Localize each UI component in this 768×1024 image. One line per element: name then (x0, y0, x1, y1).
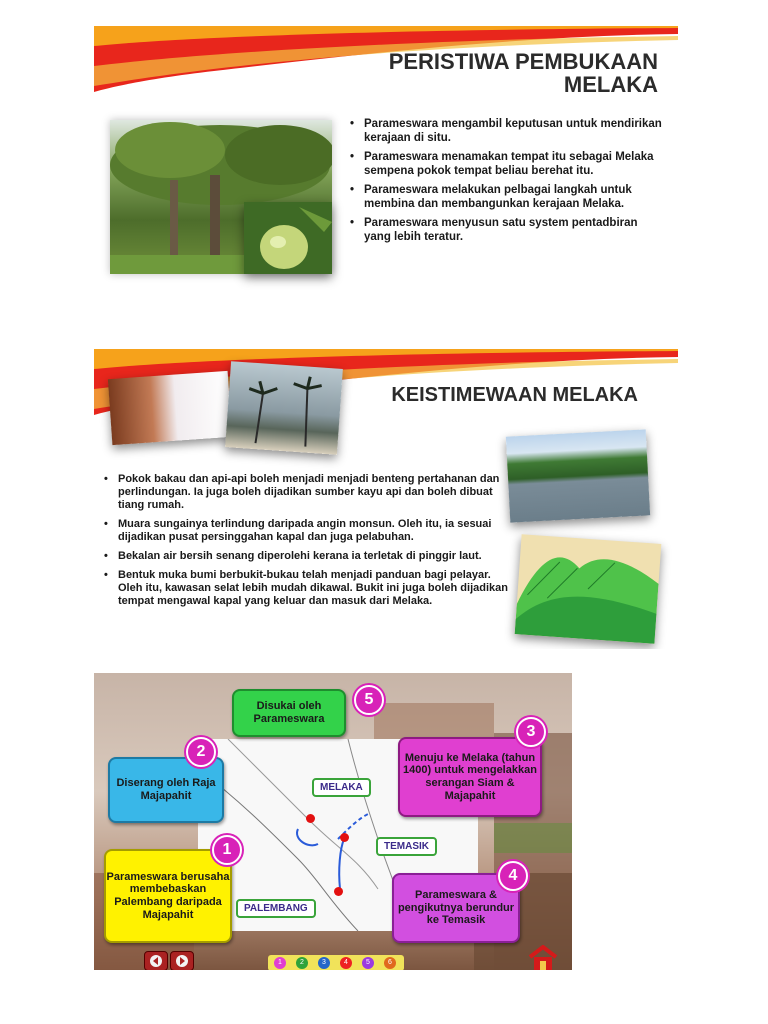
page-button-6[interactable]: 6 (384, 957, 396, 969)
green-hills-painting (515, 534, 662, 644)
slide1-bullet: • Parameswara mengambil keputusan untuk mendirikan kerajaan di situ. (350, 118, 666, 145)
hands-salt-photo (108, 371, 232, 445)
step-text-5: Disukai oleh Parameswara (253, 700, 325, 725)
page-button-2[interactable]: 2 (296, 957, 308, 969)
map-label-temasik: TEMASIK (376, 837, 437, 856)
slide1-title-line2: MELAKA (563, 72, 658, 98)
slide1-bullet-list (350, 118, 666, 251)
slide1-bullet: • Parameswara menyusun satu system pentadbiran yang lebih teratur. (350, 217, 666, 244)
slide-parameswara-timeline (94, 673, 572, 970)
step-number-4: 4 (498, 861, 528, 891)
page-button-1[interactable]: 1 (274, 957, 286, 969)
step-text-4: Parameswara & pengikutnya berundur ke Temasik (397, 889, 515, 927)
step-text-1: Parameswara berusaha membebaskan Palembang daripada Majapahit (106, 870, 230, 921)
map-label-melaka: MELAKA (312, 778, 371, 797)
step-box-3 (398, 737, 542, 817)
map-dot-temasik (340, 833, 349, 842)
melaka-fruit-photo (244, 202, 332, 274)
step-box-1 (104, 849, 232, 943)
step-text-3: Menuju ke Melaka (tahun 1400) untuk mengelakkan serangan Siam & Majapahit (403, 751, 537, 802)
slide1-bullet: • Parameswara menamakan tempat itu sebagai Melaka sempena pokok tempat beliau berehat itu. (350, 151, 666, 178)
step-number-5: 5 (354, 685, 384, 715)
page-button-3[interactable]: 3 (318, 957, 330, 969)
slide2-bullet: • Pokok bakau dan api-api boleh menjadi menjadi benteng pertahanan dan perlindungan. Ia juga boleh dijadikan sumber kayu api dan boleh dibuat tiang rumah. (104, 473, 508, 512)
page-button-5[interactable]: 5 (362, 957, 374, 969)
step-box-5 (232, 689, 346, 737)
home-icon[interactable] (526, 945, 560, 970)
map-dot-palembang (334, 887, 343, 896)
page-button-4[interactable]: 4 (340, 957, 352, 969)
mangrove-river-photo (506, 429, 650, 522)
slide-peristiwa-pembukaan (94, 26, 678, 306)
step-text-2: Diserang oleh Raja Majapahit (116, 777, 216, 802)
step-number-2: 2 (186, 737, 216, 767)
slide-keistimewaan-melaka (94, 349, 678, 649)
step-box-2 (108, 757, 224, 823)
step-number-3: 3 (516, 717, 546, 747)
slide2-bullet: • Muara sungainya terlindung daripada angin monsun. Oleh itu, ia sesuai dijadikan pusat persinggahan kapal dan juga pelabuhan. (104, 518, 508, 544)
slide2-bullet-list (104, 473, 508, 614)
slide1-title (389, 50, 658, 96)
slide1-bullet: • Parameswara melakukan pelbagai langkah untuk membina dan membangunkan kerajaan Melaka. (350, 184, 666, 211)
map-dot-melaka (306, 814, 315, 823)
step-number-1: 1 (212, 835, 242, 865)
coconut-beach-photo (225, 361, 343, 455)
next-slide-button[interactable] (170, 951, 194, 970)
slide2-title: KEISTIMEWAAN MELAKA (391, 384, 638, 406)
slide2-bullet: • Bekalan air bersih senang diperolehi kerana ia terletak di pinggir laut. (104, 550, 508, 563)
slide1-title-line1: PERISTIWA PEMBUKAAN (388, 49, 658, 74)
slide2-bullet: • Bentuk muka bumi berbukit-bukau telah menjadi panduan bagi pelayar. Oleh itu, kawasan selat lebih mudah dikawal. Bukit ini juga boleh dijadikan tempat mengawal kapal yang keluar dan masuk dari Melaka. (104, 569, 508, 608)
map-label-palembang: PALEMBANG (236, 899, 316, 918)
prev-slide-button[interactable] (144, 951, 168, 970)
